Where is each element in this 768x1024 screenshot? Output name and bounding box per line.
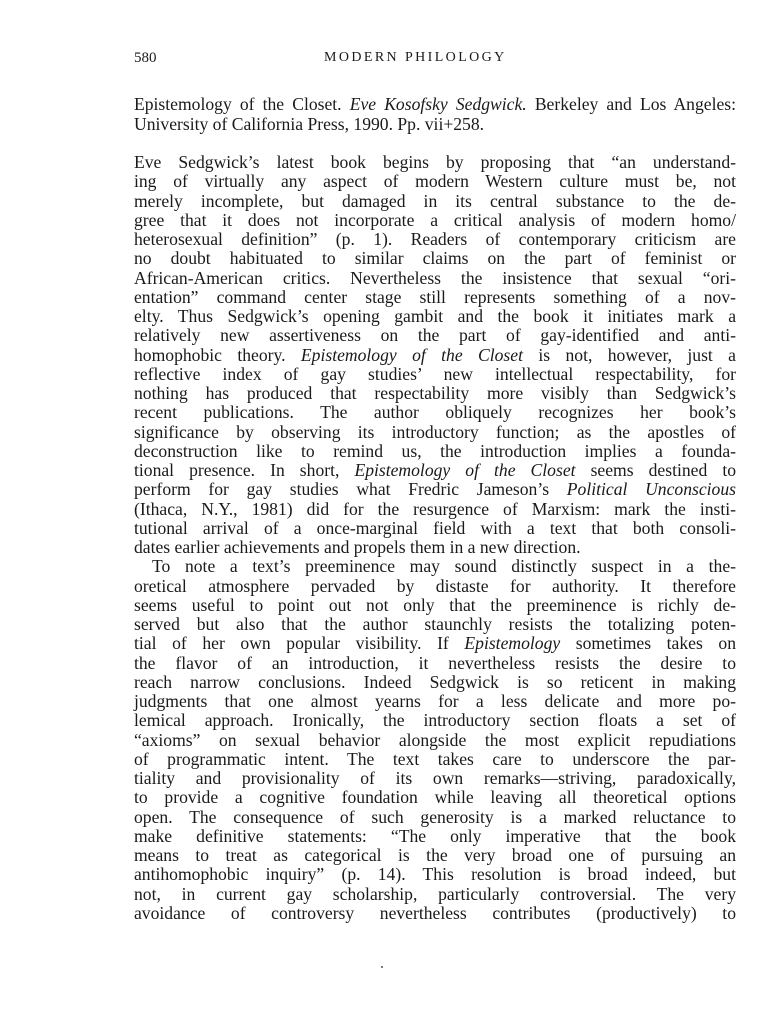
review-line: lemical approach. Ironically, the introductory section floats a set of xyxy=(134,710,736,731)
review-line: the flavor of an introduction, it nevertheless resists the desire to xyxy=(134,652,736,673)
review-line: oretical atmosphere pervaded by distaste for authority. It therefore xyxy=(134,575,736,596)
review-line: judgments that one almost yearns for a less delicate and more po- xyxy=(134,691,736,711)
review-line: African-American critics. Nevertheless the insistence that sexual “ori- xyxy=(134,267,736,288)
review-line: open. The consequence of such generosity is a marked reluctance to xyxy=(134,806,736,827)
review-line: (Ithaca, N.Y., 1981) did for the resurgence of Marxism: mark the insti- xyxy=(134,498,736,519)
review-line: nothing has produced that respectability more visibly than Sedgwick’s xyxy=(134,383,736,403)
review-line: tiality and provisionality of its own remarks—striving, paradoxically, xyxy=(134,768,736,788)
review-line: tutional arrival of a once-marginal field with a text that both consoli- xyxy=(134,517,736,538)
review-line: reflective index of gay studies’ new intellectual respectability, for xyxy=(134,363,736,384)
review-line: not, in current gay scholarship, particularly controversial. The very xyxy=(134,883,736,904)
review-line: dates earlier achievements and propels them in a new direction. xyxy=(134,537,581,557)
review-line: to provide a cognitive foundation while leaving all theoretical options xyxy=(134,787,736,808)
book-citation xyxy=(134,94,736,134)
book-title: Epistemology of the Closet. xyxy=(134,94,342,114)
review-line: ing of virtually any aspect of modern Western culture must be, not xyxy=(134,171,736,192)
review-line: merely incomplete, but damaged in its central substance to the de- xyxy=(134,190,736,211)
review-line: of programmatic intent. The text takes care to underscore the par- xyxy=(134,748,736,769)
review-line: recent publications. The author obliquely recognizes her book’s xyxy=(134,402,736,423)
running-head xyxy=(134,50,736,76)
review-line: Eve Sedgwick’s latest book begins by proposing that “an understand- xyxy=(134,152,736,172)
page-number: 580 xyxy=(134,50,157,66)
review-line: gree that it does not incorporate a critical analysis of modern homo/ xyxy=(134,209,736,230)
review-line: perform for gay studies what Fredric Jameson’s Political Unconscious xyxy=(134,479,736,500)
review-line: relatively new assertiveness on the part of gay-identified and anti- xyxy=(134,325,736,346)
review-line: heterosexual definition” (p. 1). Readers of contemporary criticism are xyxy=(134,229,736,249)
journal-title: MODERN PHILOLOGY xyxy=(324,50,507,65)
publication-details: Berkeley and Los Angeles: University of California Press, 1990. Pp. vii+258. xyxy=(134,94,737,134)
review-line: no doubt habituated to similar claims on the part of feminist or xyxy=(134,248,736,269)
review-line: entation” command center stage still represents something of a nov- xyxy=(134,286,736,307)
book-review-page xyxy=(134,50,736,923)
review-line: elty. Thus Sedgwick’s opening gambit and the book it initiates mark a xyxy=(134,306,736,326)
review-line: seems useful to point out not only that the preeminence is richly de- xyxy=(134,594,736,615)
review-line: “axioms” on sexual behavior alongside the most explicit repudiations xyxy=(134,729,736,750)
scan-speck xyxy=(381,966,383,968)
review-line: antihomophobic inquiry” (p. 14). This resolution is broad indeed, but xyxy=(134,864,736,885)
book-author: Eve Kosofsky Sedgwick. xyxy=(349,94,527,114)
review-line: reach narrow conclusions. Indeed Sedgwick is so reticent in making xyxy=(134,671,736,692)
review-line: homophobic theory. Epistemology of the Closet is not, however, just a xyxy=(134,344,736,365)
review-line: make definitive statements: “The only imperative that the book xyxy=(134,825,736,846)
review-line: means to treat as categorical is the very broad one of pursuing an xyxy=(134,845,736,865)
review-line: served but also that the author staunchly resists the totalizing poten- xyxy=(134,614,736,634)
review-line: To note a text’s preeminence may sound distinctly suspect in a the- xyxy=(152,556,736,577)
review-body xyxy=(134,153,736,923)
review-line: significance by observing its introductory function; as the apostles of xyxy=(134,421,736,442)
review-line: tional presence. In short, Epistemology of the Closet seems destined to xyxy=(134,460,736,480)
review-line: deconstruction like to remind us, the introduction implies a founda- xyxy=(134,440,736,461)
review-line: tial of her own popular visibility. If Epistemology sometimes takes on xyxy=(134,633,736,654)
review-line: avoidance of controversy nevertheless contributes (productively) to xyxy=(134,902,736,923)
